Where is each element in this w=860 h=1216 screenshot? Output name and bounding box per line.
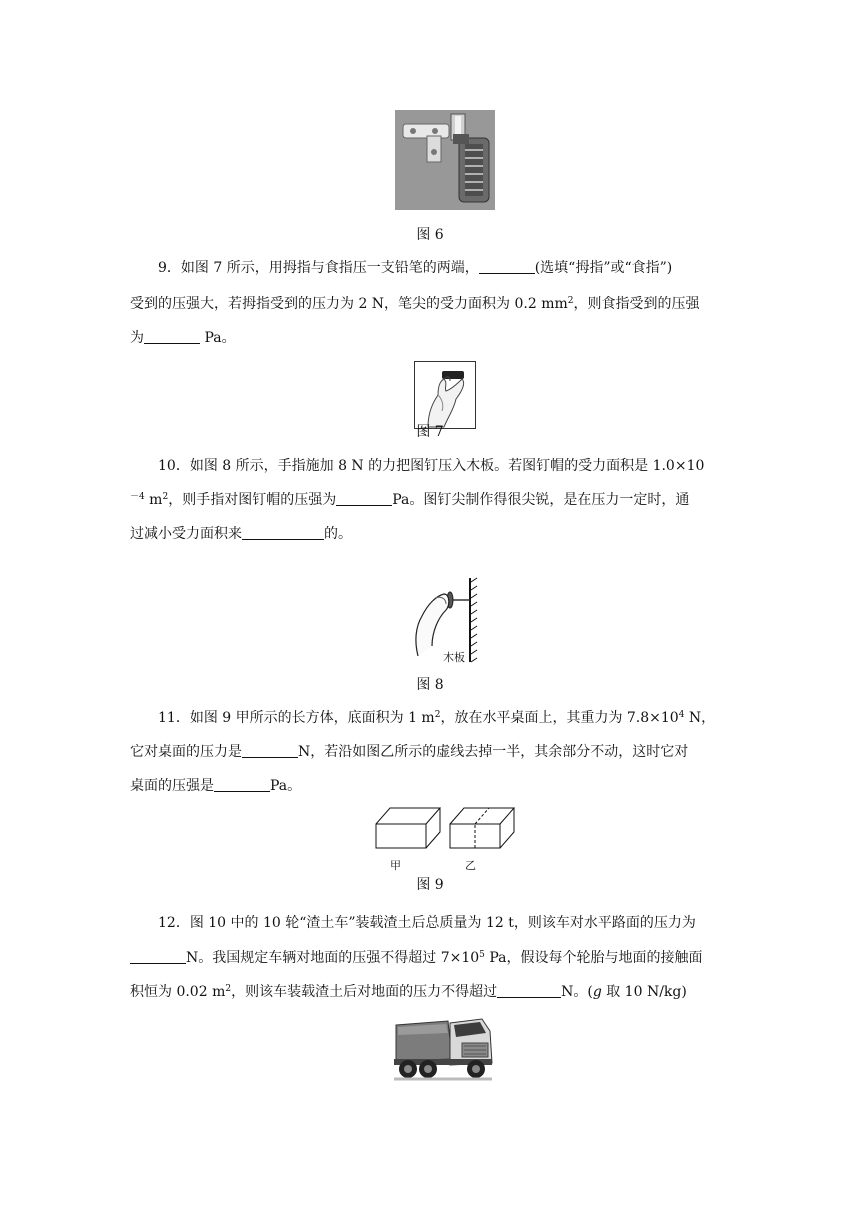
answer-blank[interactable]	[336, 491, 392, 506]
answer-blank[interactable]	[144, 329, 200, 344]
figure-6-caption: 图 6	[416, 227, 444, 243]
question-12-line-3: 积恒为 0.02 $m^2$，则该车装载渣土后对地面的压力不得超过 N。(g 取 10 N/kg)	[130, 984, 687, 1000]
answer-blank[interactable]	[242, 525, 324, 540]
question-9-line-1: 9．如图 7 所示，用拇指与食指压一支铅笔的两端， (选填“拇指”或“食指”)	[158, 260, 673, 276]
question-12-line-1: 12．图 10 中的 10 轮“渣土车”装载渣土后总质量为 12 t，则该车对水平路面的压力为	[158, 915, 696, 931]
question-12-line-2: N。我国规定车辆对地面的压强不得超过 $7\times 10^5$ Pa，假设每个轮胎与地面的接触面	[130, 948, 740, 968]
answer-blank[interactable]	[479, 259, 535, 274]
question-11-line-3: 桌面的压强是 Pa。	[130, 778, 302, 794]
cuboid-diagram-icon	[374, 804, 518, 852]
question-10-line-1: 10．如图 8 所示，手指施加 8 N 的力把图钉压入木板。若图钉帽的受力面积是 1.0×10	[158, 458, 705, 474]
board-label: 木板	[443, 651, 465, 664]
label-yi: 乙	[465, 859, 476, 872]
figure-7-caption: 图 7	[416, 424, 444, 440]
label-jia: 甲	[390, 859, 401, 872]
question-11-line-2: 它对桌面的压力是 N，若沿如图乙所示的虚线去掉一半，其余部分不动，这时它对	[130, 744, 689, 760]
question-9-line-2: 受到的压强大，若拇指受到的压力为 2 N，笔尖的受力面积为 0.2 $mm^2$，则食指受到的压强	[130, 296, 700, 312]
dump-truck-icon	[390, 1013, 496, 1085]
answer-blank[interactable]	[242, 743, 298, 758]
figure-9-caption: 图 9	[416, 877, 444, 893]
question-11-line-1: 11．如图 9 甲所示的长方体，底面积为 1 $m^2$，放在水平桌面上，其重力为 $7.8\times 10^4$ N，	[158, 710, 716, 726]
question-10-line-3: 过减小受力面积来 的。	[130, 526, 352, 542]
question-10-line-2: $^{-4}$ $m^2$，则手指对图钉帽的压强为 Pa。图钉尖制作得很尖锐，是在压力一定时，通	[130, 492, 690, 508]
answer-blank[interactable]	[214, 777, 270, 792]
answer-blank[interactable]	[130, 949, 186, 964]
answer-blank[interactable]	[497, 983, 561, 998]
question-9-line-3: 为 Pa。	[130, 330, 236, 346]
hand-pencil-icon	[414, 361, 476, 429]
figure-8-caption: 图 8	[416, 677, 444, 693]
hinge-photo-icon	[395, 110, 495, 210]
